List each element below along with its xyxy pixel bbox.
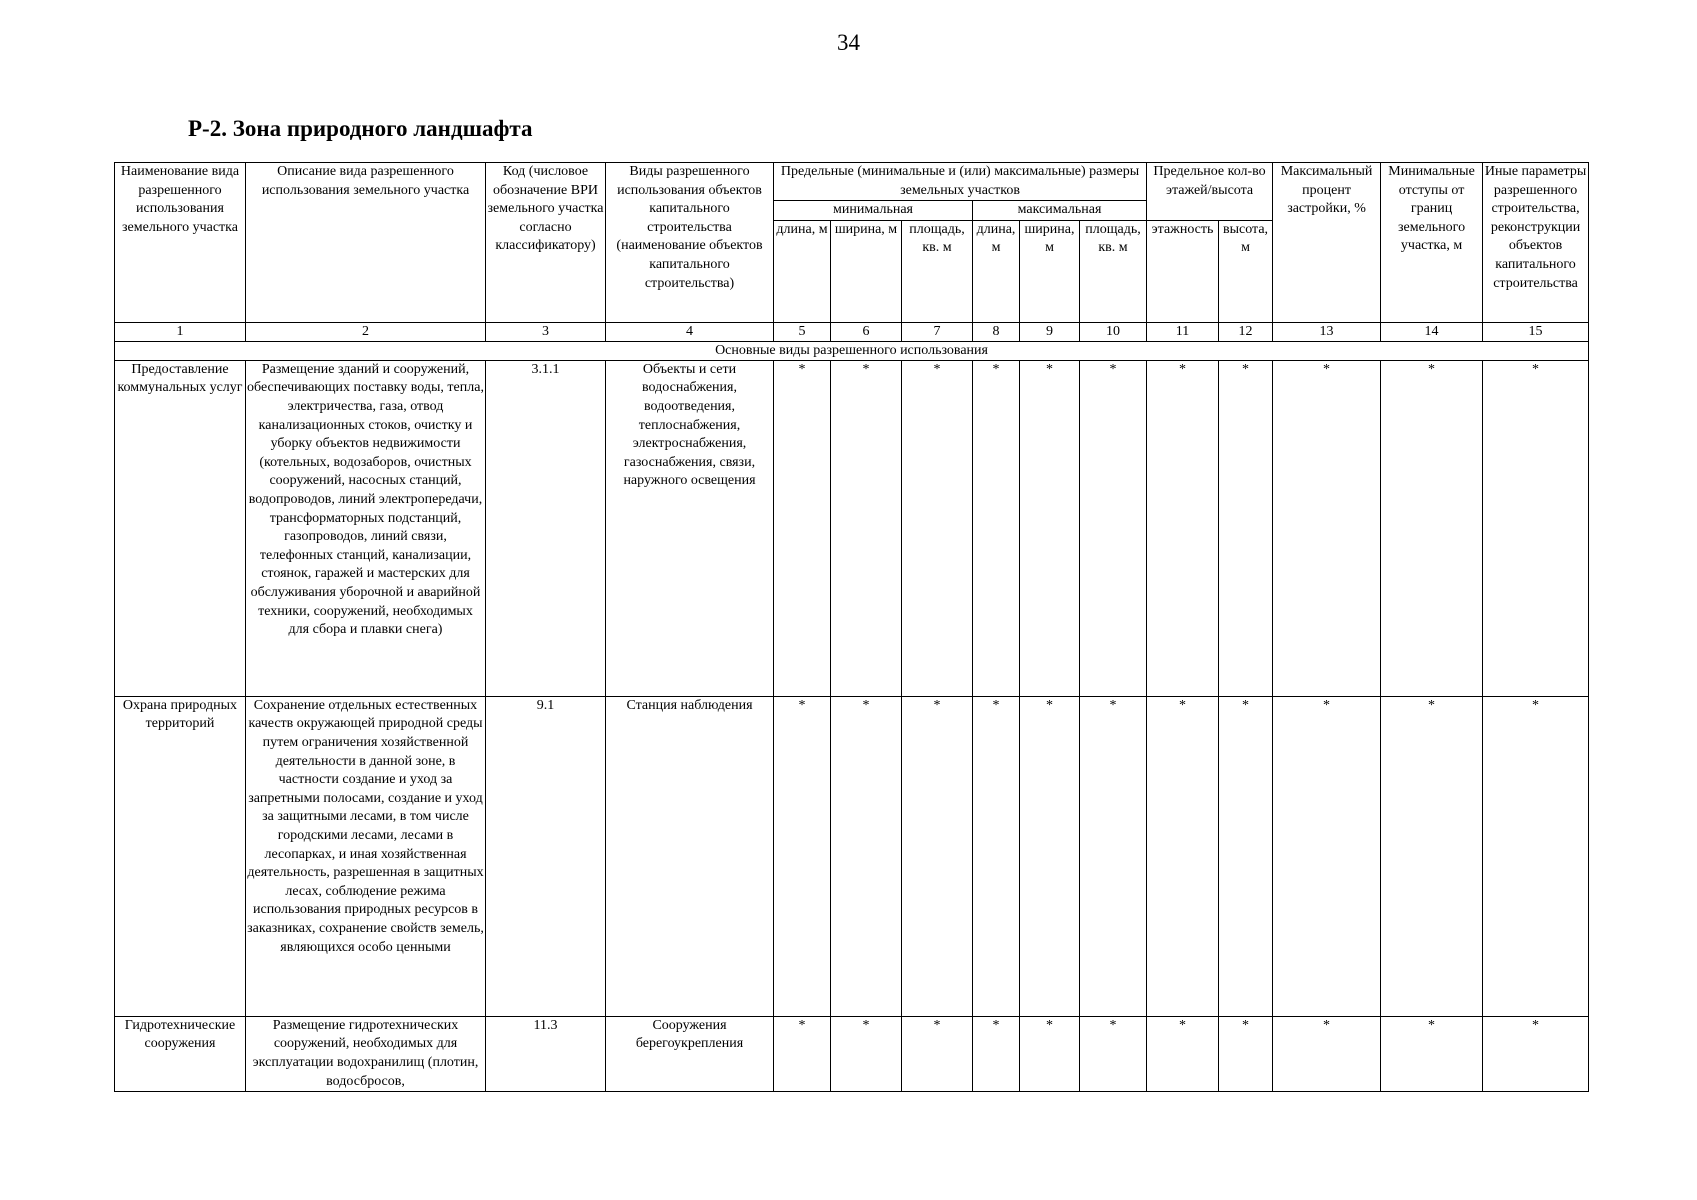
param-cell: * [774, 1016, 831, 1091]
header-code: Код (числовое обозначение ВРИ земельного участка согласно классификатору) [486, 163, 606, 323]
section-row [115, 341, 1589, 360]
param-cell: * [902, 360, 973, 696]
use-description-text: Размещение гидротехнических сооружений, необходимых для эксплуатации водохранилищ (плотин, водосбросов, [252, 1017, 479, 1089]
param-cell: * [1219, 696, 1273, 1016]
param-cell: * [1273, 696, 1381, 1016]
param-cell: * [973, 696, 1020, 1016]
param-cell: * [1080, 360, 1147, 696]
header-height: высота, м [1219, 220, 1273, 322]
column-number: 9 [1020, 322, 1080, 341]
header-description: Описание вида разрешенного использования земельного участка [246, 163, 486, 323]
param-cell: * [1273, 1016, 1381, 1091]
param-cell: * [1483, 1016, 1589, 1091]
header-min-setbacks: Минимальные отступы от границ земельного участка, м [1381, 163, 1483, 323]
column-number: 10 [1080, 322, 1147, 341]
use-code: 9.1 [486, 696, 606, 1016]
param-cell: * [973, 360, 1020, 696]
header-min-width: ширина, м [831, 220, 902, 322]
use-description: Сохранение отдельных естественных качеств окружающей природной среды путем ограничения хозяйственной деятельности в данной зоне, в частности создание и уход за запретными полосами, создание и уход за защитными лесами, в том числе городскими лесами, лесами в лесопарках, и иная хозяйственная деятельность, разрешенная в защитных лесах, соблюдение режима использования природных ресурсов в заказниках, сохранение свойств земель, являющихся особо ценными [246, 696, 486, 1016]
use-name: Предоставление коммунальных услуг [115, 360, 246, 696]
use-objects: Объекты и сети водоснабжения, водоотведения, теплоснабжения, электроснабжения, газоснабжения, связи, наружного освещения [606, 360, 774, 696]
param-cell: * [1020, 360, 1080, 696]
header-max-build-percent: Максимальный процент застройки, % [1273, 163, 1381, 323]
header-max-area: площадь, кв. м [1080, 220, 1147, 322]
param-cell: * [902, 696, 973, 1016]
param-cell: * [1147, 696, 1219, 1016]
param-cell: * [1020, 1016, 1080, 1091]
use-name [115, 1016, 246, 1091]
param-cell: * [831, 1016, 902, 1091]
use-description: Размещение зданий и сооружений, обеспечивающих поставку воды, тепла, электричества, газа, отвод канализационных стоков, очистку и уборку объектов недвижимости (котельных, водозаборов, очистных сооружений, насосных станций, водопроводов, линий электропередачи, трансформаторных подстанций, газопроводов, линий связи, телефонных станций, канализации, стоянок, гаражей и мастерских для обслуживания уборочной и аварийной техники, сооружений, необходимых для сбора и плавки снега) [246, 360, 486, 696]
param-cell: * [1483, 360, 1589, 696]
column-number: 4 [606, 322, 774, 341]
column-number: 12 [1219, 322, 1273, 341]
use-objects: Станция наблюдения [606, 696, 774, 1016]
param-cell: * [1273, 360, 1381, 696]
column-number: 5 [774, 322, 831, 341]
header-floors-height: Предельное кол-во этажей/высота [1147, 163, 1273, 221]
param-cell: * [973, 1016, 1020, 1091]
header-other-params: Иные параметры разрешенного строительства, реконструкции объектов капитального строительства [1483, 163, 1589, 323]
header-max-length: длина, м [973, 220, 1020, 322]
header-min-area: площадь, кв. м [902, 220, 973, 322]
param-cell: * [1381, 696, 1483, 1016]
column-number: 7 [902, 322, 973, 341]
header-objects: Виды разрешенного использования объектов капитального строительства (наименование объектов капитального строительства) [606, 163, 774, 323]
use-description [246, 1016, 486, 1091]
header-max-width: ширина, м [1020, 220, 1080, 322]
use-name-text: Гидротехнические сооружения [124, 1017, 236, 1052]
param-cell: * [1381, 1016, 1483, 1091]
param-cell: * [1219, 360, 1273, 696]
table-row [115, 360, 1589, 696]
param-cell: * [1219, 1016, 1273, 1091]
header-row-1 [115, 163, 1589, 201]
section-title: Основные виды разрешенного использования [115, 341, 1589, 360]
column-numbers-row [115, 322, 1589, 341]
column-number: 2 [246, 322, 486, 341]
use-objects [606, 1016, 774, 1091]
header-plot-sizes: Предельные (минимальные и (или) максимальные) размеры земельных участков [774, 163, 1147, 201]
param-cell: * [1020, 696, 1080, 1016]
param-cell: * [774, 696, 831, 1016]
param-cell: * [831, 696, 902, 1016]
param-cell: * [831, 360, 902, 696]
regulations-table [114, 162, 1589, 1092]
param-cell: * [1147, 1016, 1219, 1091]
param-cell: * [1080, 696, 1147, 1016]
use-code: 11.3 [486, 1016, 606, 1091]
use-name: Охрана природных территорий [115, 696, 246, 1016]
header-maximum: максимальная [973, 201, 1147, 221]
table-row [115, 1016, 1589, 1091]
column-number: 1 [115, 322, 246, 341]
column-number: 3 [486, 322, 606, 341]
zone-title: Р-2. Зона природного ландшафта [188, 116, 533, 141]
header-minimum: минимальная [774, 201, 973, 221]
param-cell: * [1381, 360, 1483, 696]
param-cell: * [1147, 360, 1219, 696]
column-number: 13 [1273, 322, 1381, 341]
table-row [115, 696, 1589, 1016]
param-cell: * [1080, 1016, 1147, 1091]
param-cell: * [902, 1016, 973, 1091]
param-cell: * [774, 360, 831, 696]
page-number: 34 [837, 30, 860, 55]
column-number: 11 [1147, 322, 1219, 341]
column-number: 14 [1381, 322, 1483, 341]
use-code: 3.1.1 [486, 360, 606, 696]
column-number: 8 [973, 322, 1020, 341]
column-number: 6 [831, 322, 902, 341]
header-min-length: длина, м [774, 220, 831, 322]
use-objects-text: Сооружения берегоукрепления [635, 1017, 744, 1052]
header-floors: этажность [1147, 220, 1219, 322]
param-cell: * [1483, 696, 1589, 1016]
column-number: 15 [1483, 322, 1589, 341]
header-name: Наименование вида разрешенного использования земельного участка [115, 163, 246, 323]
